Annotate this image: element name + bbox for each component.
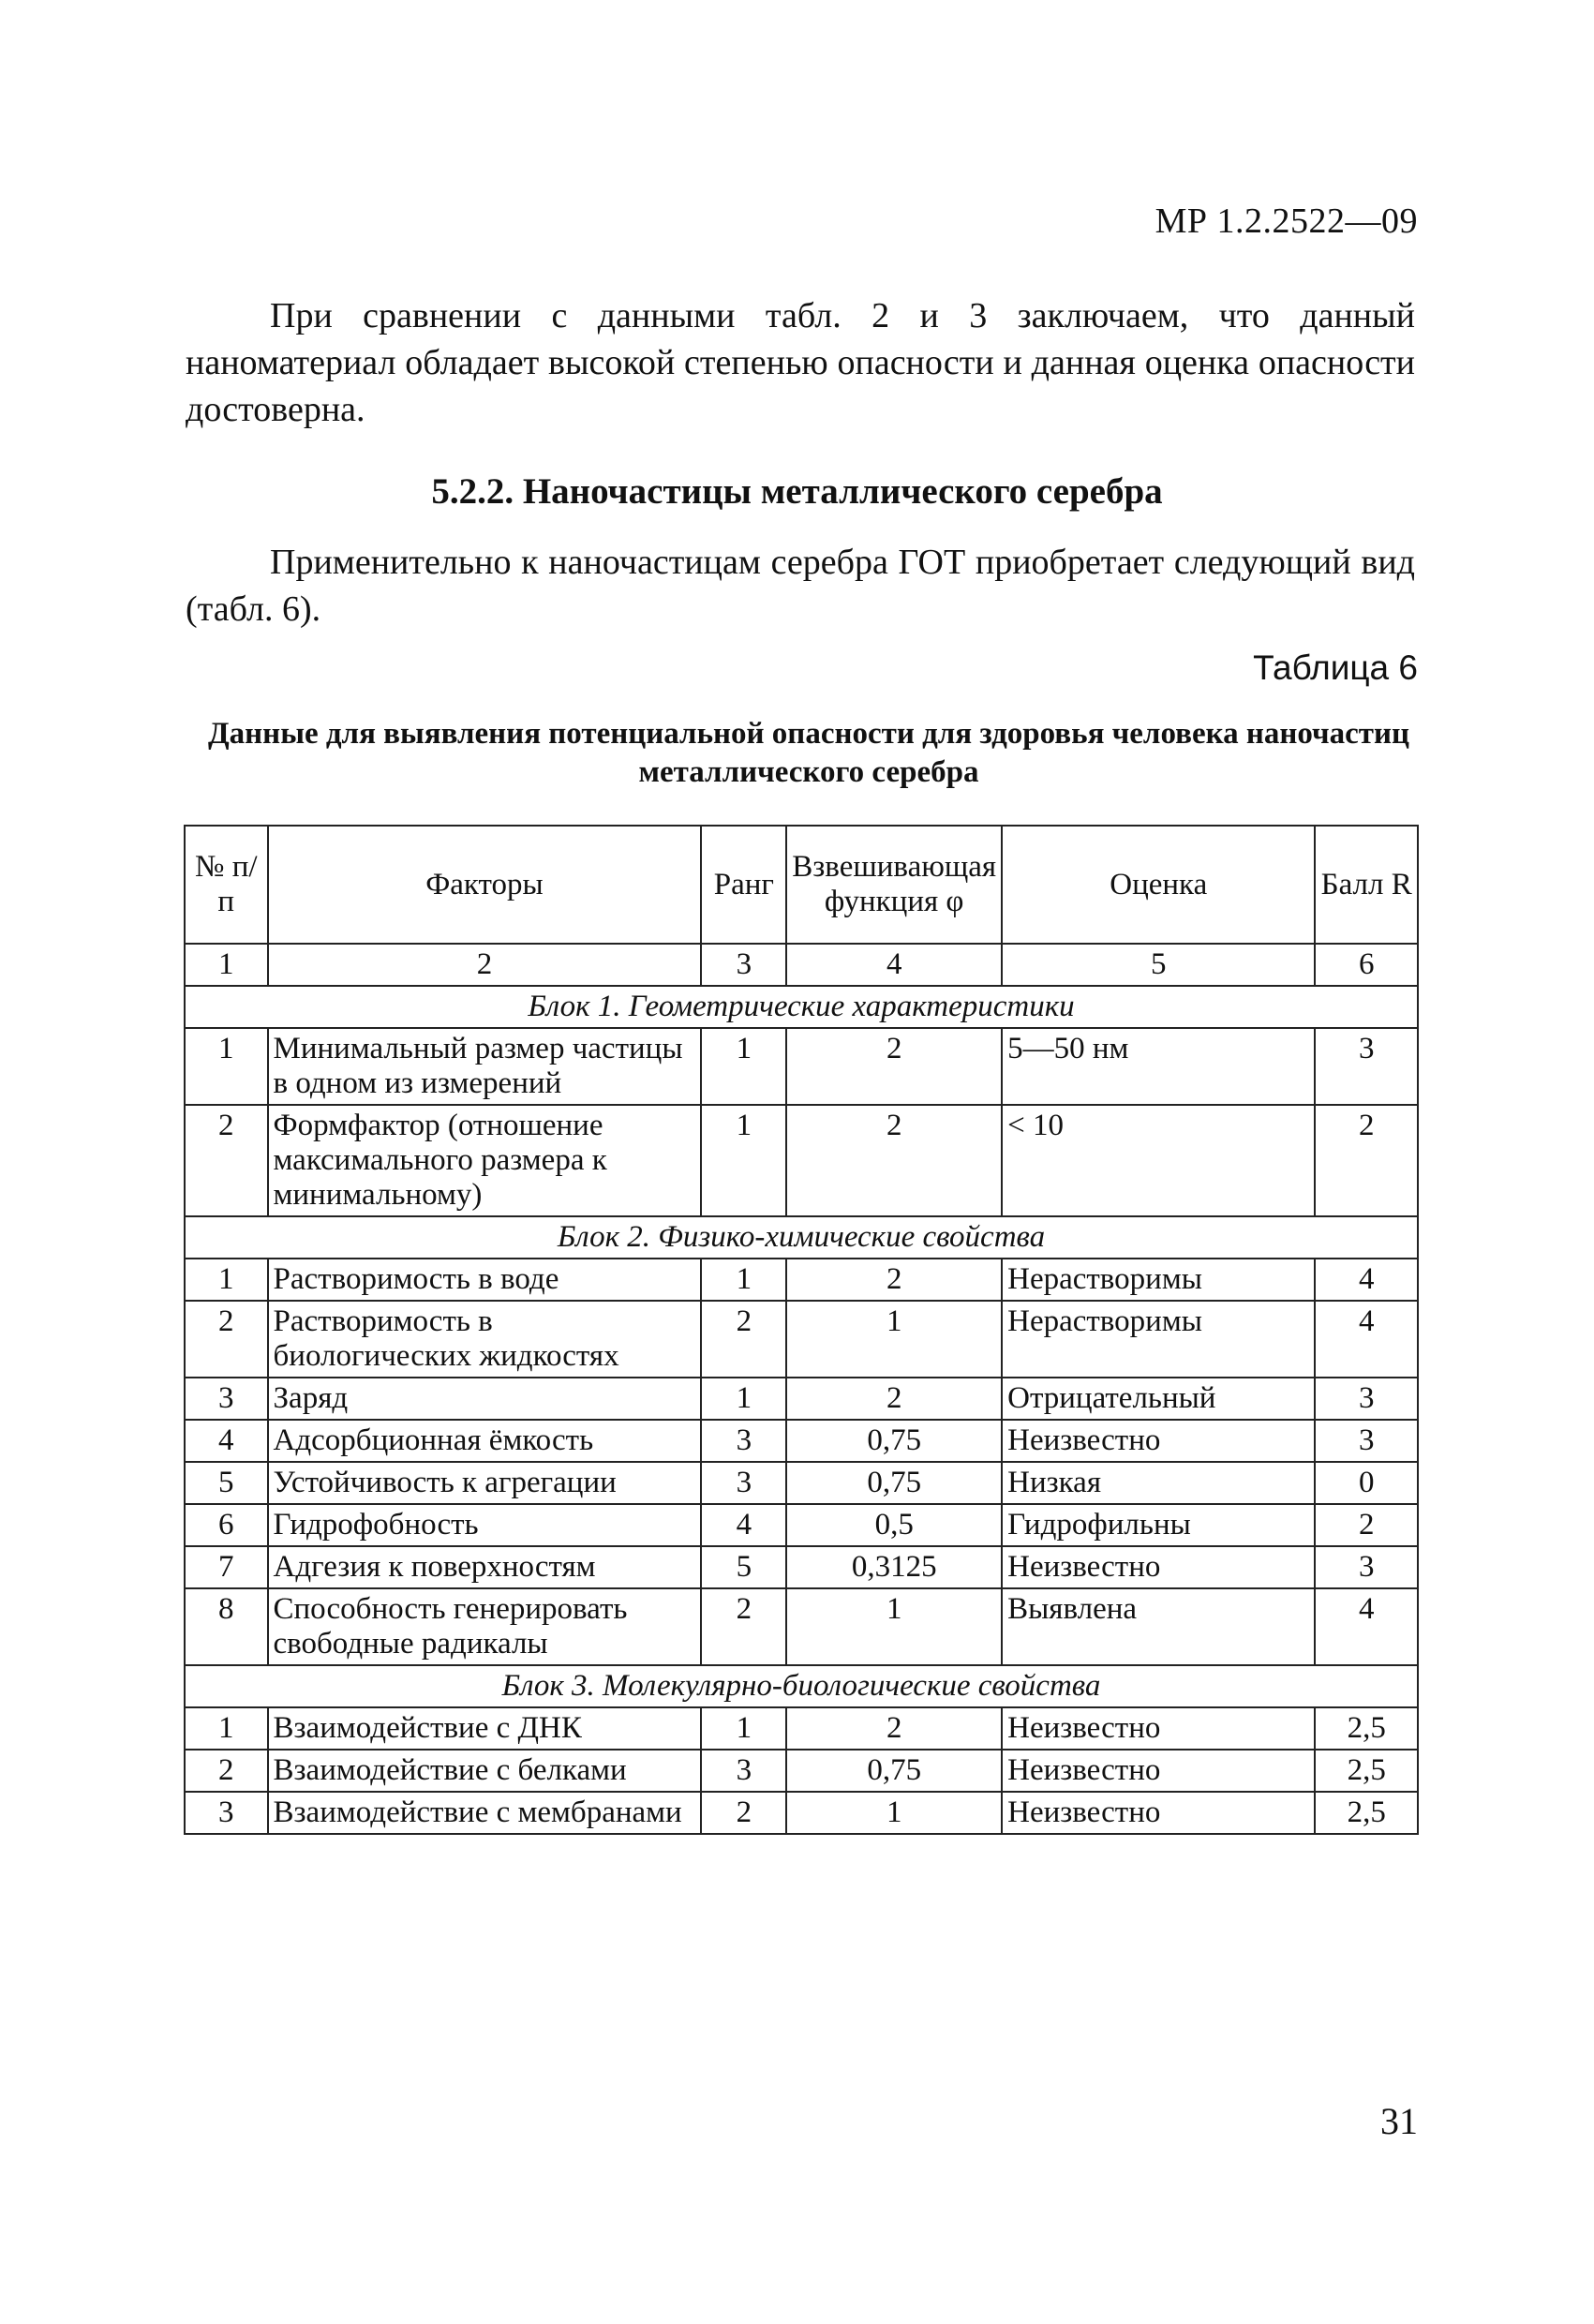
- table-cell: 2: [786, 1028, 1002, 1105]
- table-cell: 8: [185, 1588, 268, 1665]
- header-cell: Ранг: [701, 826, 786, 944]
- table-cell: Растворимость в воде: [268, 1259, 702, 1301]
- table-cell: 4: [1315, 1301, 1418, 1378]
- table-cell: 3: [701, 1462, 786, 1504]
- column-number-row: [185, 944, 1418, 986]
- table-cell: 3: [701, 1420, 786, 1462]
- table-cell: 0,75: [786, 1750, 1002, 1792]
- intro-paragraph: При сравнении с данными табл. 2 и 3 заключаем, что данный наноматериал обладает высокой степенью опасности и данная оценка опасности достоверна.: [186, 296, 1415, 429]
- table-cell: 1: [701, 1028, 786, 1105]
- table-cell: 1: [701, 1378, 786, 1420]
- table-row: [185, 1504, 1418, 1546]
- table-cell: 5: [701, 1546, 786, 1588]
- table-cell: Гидрофильны: [1002, 1504, 1315, 1546]
- table-cell: 1: [786, 1588, 1002, 1665]
- table-cell: 2: [1315, 1504, 1418, 1546]
- table-cell: Формфактор (отношение максимального размера к минимальному): [268, 1105, 702, 1216]
- block-title-row: [185, 1216, 1418, 1259]
- table-row: [185, 1707, 1418, 1750]
- table-cell: 4: [1315, 1259, 1418, 1301]
- table-cell: 2: [701, 1588, 786, 1665]
- table-cell: 5: [185, 1462, 268, 1504]
- column-number-cell: 5: [1002, 944, 1315, 986]
- table-cell: 1: [185, 1028, 268, 1105]
- table-cell: Неизвестно: [1002, 1792, 1315, 1834]
- table-cell: 1: [185, 1707, 268, 1750]
- table-cell: Неизвестно: [1002, 1707, 1315, 1750]
- block-title-row: [185, 1665, 1418, 1707]
- table-cell: 3: [1315, 1378, 1418, 1420]
- block-title-row: [185, 986, 1418, 1028]
- table-cell: 1: [185, 1259, 268, 1301]
- table-cell: 2: [185, 1301, 268, 1378]
- table-cell: Гидрофобность: [268, 1504, 702, 1546]
- table-cell: 3: [1315, 1546, 1418, 1588]
- table-cell: 5—50 нм: [1002, 1028, 1315, 1105]
- table-row: [185, 1792, 1418, 1834]
- table-cell: Заряд: [268, 1378, 702, 1420]
- section-title: 5.2.2. Наночастицы металлического серебра: [431, 471, 1163, 512]
- table-cell: Отрицательный: [1002, 1378, 1315, 1420]
- table-cell: 1: [701, 1105, 786, 1216]
- hazard-table: [184, 825, 1419, 1835]
- table-cell: 2: [701, 1792, 786, 1834]
- table-cell: Устойчивость к агрегации: [268, 1462, 702, 1504]
- table-cell: 0,75: [786, 1420, 1002, 1462]
- table-cell: 2: [786, 1707, 1002, 1750]
- table-cell: 3: [185, 1378, 268, 1420]
- table-cell: 2: [185, 1750, 268, 1792]
- table-cell: < 10: [1002, 1105, 1315, 1216]
- table-cell: Неизвестно: [1002, 1420, 1315, 1462]
- header-cell: Оценка: [1002, 826, 1315, 944]
- table-cell: Неизвестно: [1002, 1750, 1315, 1792]
- table-cell: 1: [701, 1259, 786, 1301]
- table-cell: 1: [786, 1301, 1002, 1378]
- table-row: [185, 1259, 1418, 1301]
- document-code: МР 1.2.2522—09: [1155, 201, 1418, 241]
- table-row: [185, 1301, 1418, 1378]
- table-cell: Нерастворимы: [1002, 1259, 1315, 1301]
- table-body: [185, 944, 1418, 1834]
- column-number-cell: 6: [1315, 944, 1418, 986]
- table-row: [185, 1750, 1418, 1792]
- table-cell: 4: [1315, 1588, 1418, 1665]
- table-cell: Растворимость в биологических жидкостях: [268, 1301, 702, 1378]
- table-cell: 4: [701, 1504, 786, 1546]
- table-cell: 1: [786, 1792, 1002, 1834]
- table-cell: Способность генерировать свободные радикалы: [268, 1588, 702, 1665]
- column-number-cell: 1: [185, 944, 268, 986]
- table-cell: 3: [185, 1792, 268, 1834]
- table-row: [185, 1462, 1418, 1504]
- table-label: Таблица 6: [1253, 648, 1418, 687]
- table-cell: Адсорбционная ёмкость: [268, 1420, 702, 1462]
- table-row: [185, 1105, 1418, 1216]
- table-cell: 2: [701, 1301, 786, 1378]
- table-cell: 3: [701, 1750, 786, 1792]
- table-cell: Минимальный размер частицы в одном из измерений: [268, 1028, 702, 1105]
- table-cell: 2: [786, 1259, 1002, 1301]
- block-title: Блок 2. Физико-химические свойства: [185, 1216, 1418, 1259]
- table-title: Данные для выявления потенциальной опасности для здоровья человека наночастиц металлического серебра: [207, 717, 1410, 789]
- table-cell: Взаимодействие с мембранами: [268, 1792, 702, 1834]
- table-cell: 2: [185, 1105, 268, 1216]
- header-cell: Балл R: [1315, 826, 1418, 944]
- header-cell: № п/п: [185, 826, 268, 944]
- table-row: [185, 1588, 1418, 1665]
- table-cell: 2,5: [1315, 1792, 1418, 1834]
- table-cell: Выявлена: [1002, 1588, 1315, 1665]
- table-cell: 1: [701, 1707, 786, 1750]
- table-cell: 3: [1315, 1028, 1418, 1105]
- block-title: Блок 1. Геометрические характеристики: [185, 986, 1418, 1028]
- table-cell: 2: [786, 1105, 1002, 1216]
- section-paragraph: Применительно к наночастицам серебра ГОТ приобретает следующий вид (табл. 6).: [186, 543, 1415, 629]
- table-cell: 0,75: [786, 1462, 1002, 1504]
- table-header-row: [185, 826, 1418, 944]
- table-cell: 2: [786, 1378, 1002, 1420]
- table-cell: 0,3125: [786, 1546, 1002, 1588]
- table-cell: Адгезия к поверхностям: [268, 1546, 702, 1588]
- column-number-cell: 3: [701, 944, 786, 986]
- table-cell: 7: [185, 1546, 268, 1588]
- table-cell: 2,5: [1315, 1750, 1418, 1792]
- table-cell: Взаимодействие с белками: [268, 1750, 702, 1792]
- table-row: [185, 1378, 1418, 1420]
- table-cell: 4: [185, 1420, 268, 1462]
- table-cell: 3: [1315, 1420, 1418, 1462]
- table-cell: 0: [1315, 1462, 1418, 1504]
- table-row: [185, 1420, 1418, 1462]
- table-row: [185, 1546, 1418, 1588]
- table-cell: 2: [1315, 1105, 1418, 1216]
- column-number-cell: 2: [268, 944, 702, 986]
- table-cell: 2,5: [1315, 1707, 1418, 1750]
- block-title: Блок 3. Молекулярно-биологические свойства: [185, 1665, 1418, 1707]
- table-cell: Неизвестно: [1002, 1546, 1315, 1588]
- table-cell: 6: [185, 1504, 268, 1546]
- page-number: 31: [1380, 2100, 1418, 2142]
- table-cell: 0,5: [786, 1504, 1002, 1546]
- table-cell: Взаимодействие с ДНК: [268, 1707, 702, 1750]
- table-row: [185, 1028, 1418, 1105]
- column-number-cell: 4: [786, 944, 1002, 986]
- table-cell: Нерастворимы: [1002, 1301, 1315, 1378]
- header-cell: Взвешивающая функция φ: [786, 826, 1002, 944]
- header-cell: Факторы: [268, 826, 702, 944]
- table-cell: Низкая: [1002, 1462, 1315, 1504]
